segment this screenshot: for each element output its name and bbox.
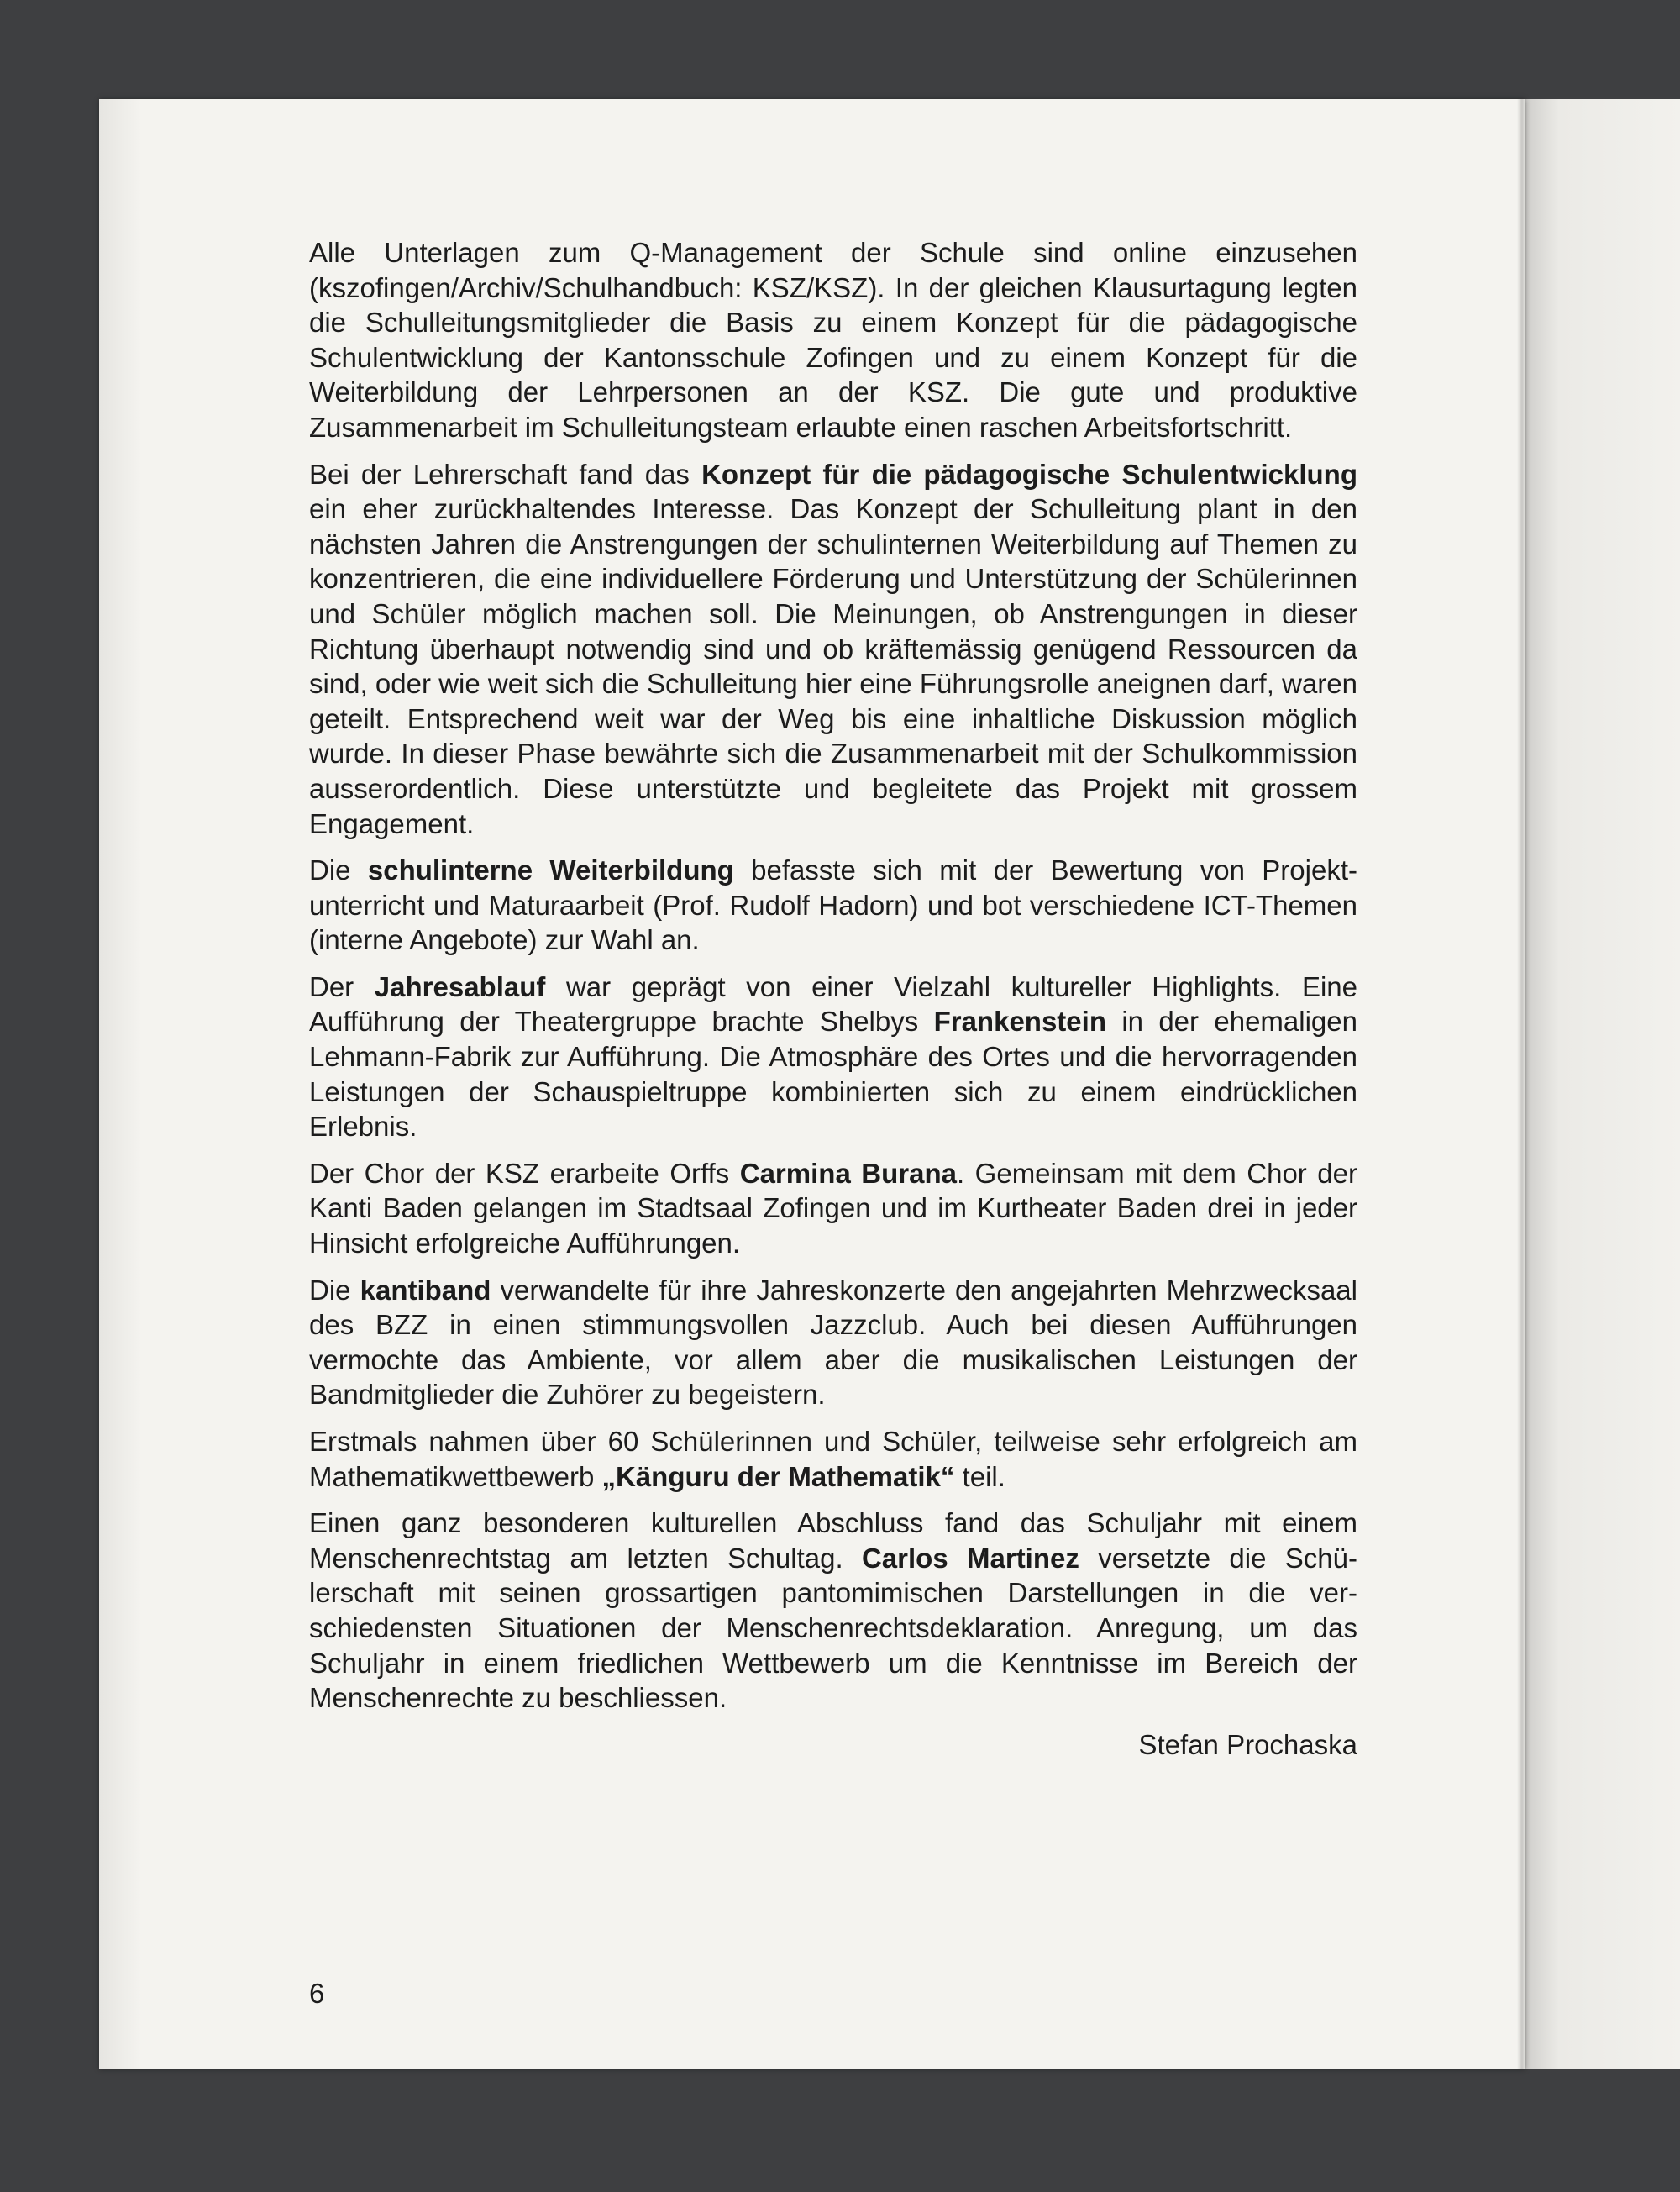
text-run: ein eher zurückhaltendes Interesse. Das Konzept der Schulleitung plant in den nächsten Jahren die Anstrengungen der schulinternen Weiterbildung auf Themen zu konzentrieren, die eine individuellere Förderung und Unterstützung der Schülerinnen und Schüler möglich machen soll. Die Meinungen, ob Anstrengungen in dieser Richtung überhaupt notwendig sind und ob kräftemässig genügend Ressourcen da sind, oder wie weit sich die Schulleitung hier eine Führungsrolle aneignen darf, waren geteilt. Entsprechend weit war der Weg bis eine inhaltliche Diskussion möglich wurde. In dieser Phase bewährte sich die Zusammenarbeit mit der Schulkommission ausserordentlich. Diese unterstützte und begleitete das Projekt mit grossem Engagement. <box>309 493 1357 839</box>
bold-phrase: Jahresablauf <box>374 970 546 1002</box>
bold-phrase: Carmina Burana <box>739 1157 957 1189</box>
text-run: in der ehemaligen Lehmann-Fabrik zur Aufführung. Die Atmosphäre des Ortes und die hervorragenden Leistungen der Schauspieltruppe kombinierten sich zu einem eindrücklichen Erlebnis. <box>309 1006 1357 1143</box>
bold-phrase: Frankenstein <box>933 1006 1106 1038</box>
page-number: 6 <box>309 1978 325 2009</box>
bold-phrase: Carlos Martinez <box>861 1542 1079 1574</box>
text-run: Die <box>309 854 368 886</box>
paragraph <box>309 1506 1357 1716</box>
text-run: Bei der Lehrerschaft fand das <box>309 458 702 490</box>
text-run: war geprägt von einer Vielzahl kultureller Highlights. Eine Aufführung der Theatergruppe brachte Shelbys <box>309 970 1357 1038</box>
binding-gutter <box>1517 99 1527 2069</box>
text-run: teil. <box>954 1460 1005 1492</box>
paragraph-list <box>309 235 1357 1716</box>
text-run: Der Chor der KSZ erarbeite Orffs <box>309 1157 740 1189</box>
text-run: befasste sich mit der Bewertung von Projektunterricht und Maturaarbeit (Prof. Rudolf Hadorn) und bot verschiedene ICT-Themen (interne Angebote) zur Wahl an. <box>309 854 1357 956</box>
text-run: Alle Unterlagen zum Q-Management der Schule sind online einzusehen (kszofingen/Archiv/Schulhandbuch: KSZ/KSZ). In der gleichen Klausurtagung legten die Schulleitungsmitglieder die Basis zu einem Konzept für die pädagogische Schulentwicklung der Kantonsschule Zofingen und zu einem Konzept für die Weiterbildung der Lehrpersonen an der KSZ. Die gute und produktive Zusammenarbeit im Schulleitungsteam erlaubte einen raschen Arbeitsfortschritt. <box>309 237 1357 443</box>
text-run: Die <box>309 1274 360 1306</box>
paragraph <box>309 235 1357 445</box>
author-signature: Stefan Prochaska <box>1138 1728 1357 1760</box>
text-run: Einen ganz besonderen kulturellen Abschluss fand das Schuljahr mit einem Menschenrechtstag am letzten Schultag. <box>309 1507 1357 1574</box>
paragraph <box>309 853 1357 958</box>
paragraph <box>309 970 1357 1144</box>
text-run: Der <box>309 970 375 1002</box>
page-left-shading <box>99 99 141 2069</box>
paragraph <box>309 1424 1357 1494</box>
bold-phrase: „Känguru der Mathematik“ <box>601 1460 955 1492</box>
text-run: . Gemeinsam mit dem Chor der Kanti Baden gelangen im Stadtsaal Zofingen und im Kurtheater Baden drei in jeder Hinsicht erfolgreiche Aufführungen. <box>309 1157 1357 1259</box>
bold-phrase: Konzept für die pädagogische Schulentwicklung <box>701 458 1357 490</box>
text-run: verwandelte für ihre Jahreskonzerte den angejahrten Mehrzwecksaal des BZZ in einen stimmungsvollen Jazzclub. Auch bei diesen Aufführungen vermochte das Ambiente, vor allem aber die musikalischen Leistungen der Bandmitglieder die Zuhörer zu begeistern. <box>309 1274 1357 1411</box>
paragraph <box>309 457 1357 842</box>
paragraph <box>309 1273 1357 1412</box>
bold-phrase: kantiband <box>360 1274 491 1306</box>
bold-phrase: schulinterne Weiterbildung <box>367 854 734 886</box>
facing-page-edge <box>1525 99 1680 2069</box>
paragraph <box>309 1156 1357 1261</box>
body-text <box>309 235 1357 1762</box>
text-run: versetzte die Schülerschaft mit seinen grossartigen pantomimischen Darstellungen in die verschiedensten Situationen der Menschenrechtsdeklaration. Anregung, um das Schuljahr in einem friedlichen Wettbewerb um die Kenntnisse im Bereich der Menschenrechte zu beschliessen. <box>309 1542 1357 1714</box>
text-run: Erstmals nahmen über 60 Schülerinnen und Schüler, teilweise sehr erfolgreich am Mathematikwettbewerb <box>309 1426 1357 1492</box>
